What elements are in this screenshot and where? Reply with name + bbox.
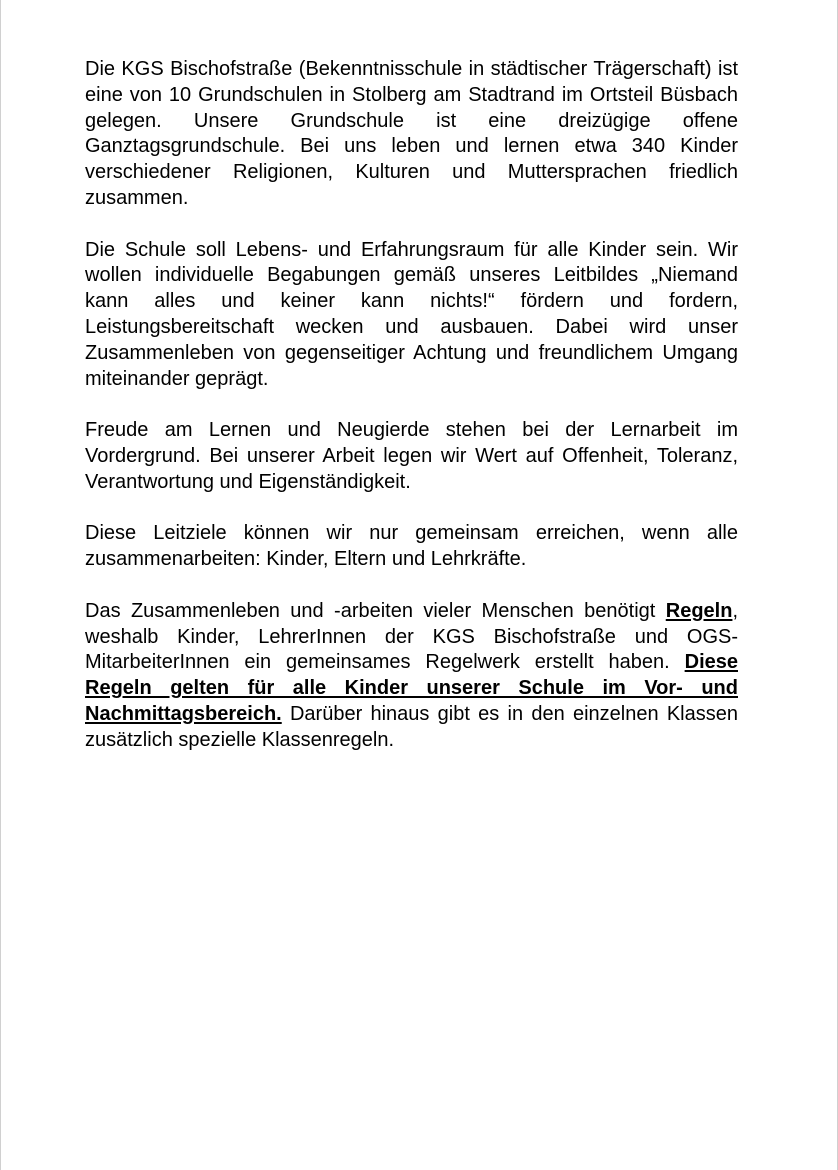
rules-text-part1: Das Zusammenleben und -arbeiten vieler Menschen benötigt [85,599,666,622]
paragraph-learning-values: Freude am Lernen und Neugierde stehen bei der Lernarbeit im Vordergrund. Bei unserer Arbeit legen wir Wert auf Offenheit, Toleranz, Verantwortung und Eigenständigkeit. [85,419,738,493]
paragraph-rules [85,599,738,754]
paragraph-school-mission: Die Schule soll Lebens- und Erfahrungsraum für alle Kinder sein. Wir wollen individuelle Begabungen gemäß unseres Leitbildes „Niemand kann alles und keiner kann nichts!“ fördern und fordern, Leistungsbereitschaft wecken und ausbauen. Dabei wird unser Zusammenleben von gegenseitiger Achtung und freundlichem Umgang miteinander geprägt. [85,238,738,390]
paragraph-shared-goals: Diese Leitziele können wir nur gemeinsam erreichen, wenn alle zusammenarbeiten: Kinder, Eltern und Lehrkräfte. [85,522,738,571]
paragraph-school-intro: Die KGS Bischofstraße (Bekenntnisschule in städtischer Trägerschaft) ist eine von 10 Grundschulen in Stolberg am Stadtrand im Ortsteil Büsbach gelegen. Unsere Grundschule ist eine dreizügige offene Ganztagsgrundschule. Bei uns leben und lernen etwa 340 Kinder verschiedener Religionen, Kulturen und Muttersprachen friedlich zusammen. [85,58,738,209]
rules-text-part2: , weshalb Kinder, LehrerInnen der KGS Bischofstraße und OGS-MitarbeiterInnen ein gemeinsames Regelwerk erstellt haben. [85,599,738,674]
document-body [85,57,738,779]
rules-text-part3: Darüber hinaus gibt es in den einzelnen Klassen zusätzlich spezielle Klassenregeln. [85,702,738,751]
rules-keyword: Regeln [665,599,733,622]
rules-emphasis: Diese Regeln gelten für alle Kinder unserer Schule im Vor- und Nachmittagsbereich. [85,651,738,725]
